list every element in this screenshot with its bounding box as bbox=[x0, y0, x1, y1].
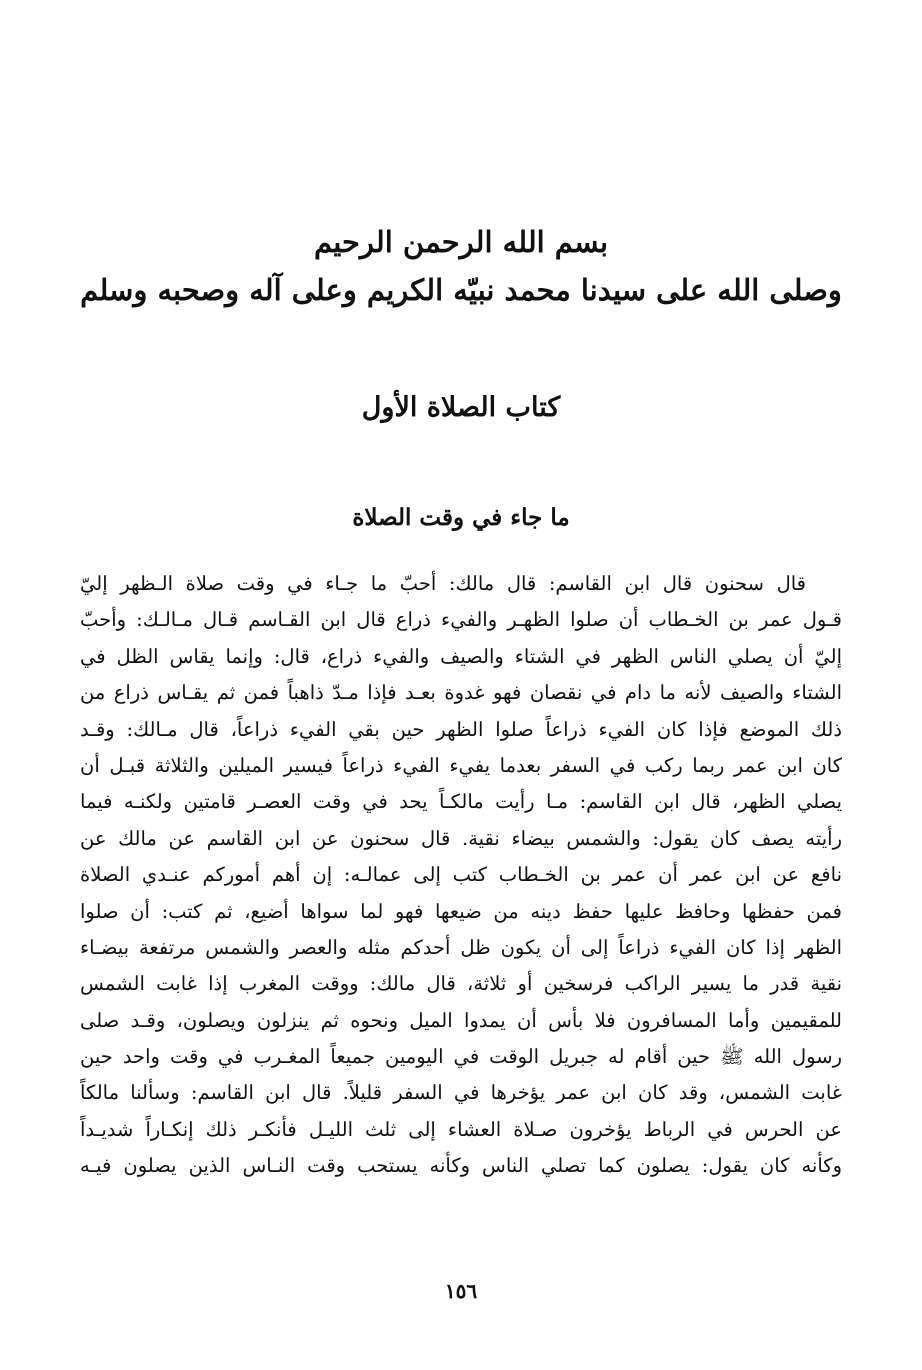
basmala-line-1: بسم الله الرحمن الرحيم bbox=[313, 225, 609, 259]
book-title: كتاب الصلاة الأول bbox=[361, 392, 561, 423]
body-line: الظهر إذا كان الفيء ذراعاً إلى أن يكون ظل أحدكم مثله والعصر والشمس مرتفعة بيضـاء bbox=[80, 935, 842, 959]
body-line: وكأنه كان يقول: يصلون كما تصلي الناس وكأنه يستحب وقت النـاس الذين يصلون فيـه bbox=[80, 1154, 842, 1178]
body-line: قـول عمر بن الخـطاب أن صلوا الظهـر والفيء ذراع قال ابن القـاسم قـال مـالـك: وأحبّ bbox=[80, 608, 842, 632]
body-line: للمقيمين وأما المسافرون فلا بأس أن يمدوا الميل ونحوه ثم ينزلون ويصلون، وقـد صلى bbox=[80, 1008, 842, 1032]
body-line: إليّ أن يصلي الناس الظهر في الشتاء والصيف والفيء ذراع، قال: وإنما يقاس الظل في bbox=[80, 644, 842, 668]
basmala-header bbox=[80, 218, 842, 314]
body-line: رسول الله ﷺ حين أقام له جبريل الوقت في اليومين جميعاً المغـرب في وقت واحد حين bbox=[80, 1045, 842, 1069]
section-heading: ما جاء في وقت الصلاة bbox=[352, 504, 570, 531]
body-line: رأيته يصف كان يقول: والشمس بيضاء نقية. قال سحنون عن ابن القاسم عن مالك عن bbox=[80, 826, 842, 850]
body-text bbox=[80, 566, 842, 1185]
body-line: نقية قدر ما يسير الراكب فرسخين أو ثلاثة، قال مالك: ووقت المغرب إذا غابت الشمس bbox=[80, 972, 842, 996]
body-line: ذلك الموضع فإذا كان الفيء ذراعاً صلوا الظهر حين بقي الفيء ذراعاً، قال مـالك: وقـد bbox=[80, 717, 842, 741]
page-number: ١٥٦ bbox=[444, 1279, 478, 1303]
body-line: عن الحرس في الرباط يؤخرون صـلاة العشاء إلى ثلث الليـل فأنكـر ذلك إنكـاراً شديـداً bbox=[80, 1117, 842, 1141]
basmala-line-2: وصلى الله على سيدنا محمد نبيّه الكريم وعلى آله وصحبه وسلم bbox=[80, 273, 842, 307]
body-line: نافع عن ابن عمر أن عمر بن الخـطاب كتب إلى عمالـه: إن أهم أموركم عنـدي الصلاة bbox=[80, 863, 842, 887]
body-line: قال سحنون قال ابن القاسم: قال مالك: أحبّ ما جـاء في وقت صلاة الـظهر إليّ bbox=[80, 572, 806, 595]
body-line: الشتاء والصيف لأنه ما دام في نقصان فهو غدوة بعـد فإذا مـدّ ذاهباً فمن ثم يقـاس ذراع من bbox=[80, 681, 842, 705]
body-line: كان ابن عمر ربما ركب في السفر بعدما يفيء الفيء ذراعاً فيسير الميلين والثلاثة قبـل أن bbox=[80, 753, 842, 777]
body-line: يصلي الظهر، قال ابن القاسم: مـا رأيت مالكـاً يحد في وقت العصـر قامتين ولكنـه فيما bbox=[80, 790, 842, 814]
body-line: فمن حفظها وحافظ عليها حفظ دينه من ضيعها فهو لما سواها أضيع، ثم كتب: أن صلوا bbox=[80, 899, 842, 923]
body-line: غابت الشمس، وقد كان ابن عمر يؤخرها في السفر قليلاً. قال ابن القاسم: وسألنا مالكاً bbox=[80, 1081, 842, 1105]
